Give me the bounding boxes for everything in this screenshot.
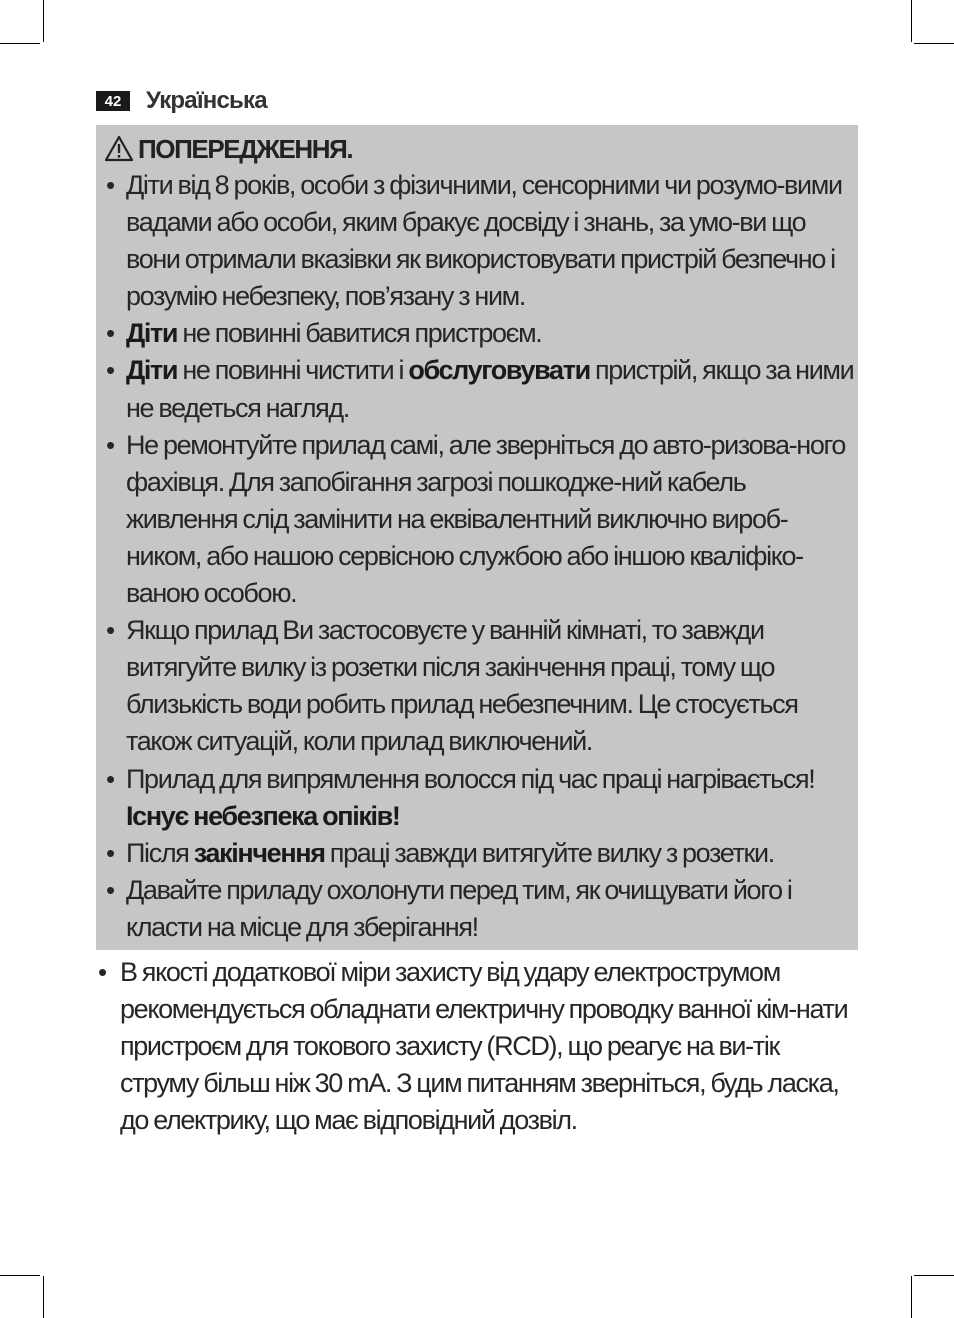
crop-mark xyxy=(43,0,44,42)
bullet: • xyxy=(106,355,114,386)
bullet: • xyxy=(106,170,114,200)
bullet: • xyxy=(106,837,114,868)
list-item: • Діти не повинні бавитися пристроєм. xyxy=(126,315,854,352)
crop-mark xyxy=(43,1276,44,1318)
list-item: • Після закінчення праці завжди витягуйте вилку з розетки. xyxy=(126,835,854,872)
list-item: • Діти не повинні чистити і обслуговувати пристрій, якщо за ними не ведеться нагляд. xyxy=(126,352,854,426)
bullet: • xyxy=(106,429,114,460)
warning-list xyxy=(106,167,854,946)
page-number: 42 xyxy=(96,91,130,111)
list-item: • Не ремонтуйте прилад самі, але зверніться до авто-ризова-ного фахівця. Для запобігання загрозі пошкодже-ний кабель живлення слід замінити на еквівалентний виключно вироб-ником, або нашою сервісною службою або іншою кваліфіко-ваною особою. xyxy=(126,427,854,612)
list-item: • Діти від 8 років, особи з фізичними, сенсорними чи розумо-вими вадами або особи, яким бракує досвіду і знань, за умо-ви що вони отримали вказівки як використовувати пристрій безпечно і розумію небезпеку, пов’язану з ним. xyxy=(126,167,854,315)
burn-warning: Існує небезпека опіків! xyxy=(126,800,400,831)
crop-mark xyxy=(914,43,954,44)
warning-box xyxy=(96,125,858,950)
list-item: • В якості додаткової міри захисту від удару електрострумом рекомендується обладнати електричну проводку ванної кім-нати пристроєм для токового захисту (RCD), що реагує на ви-тік струму більш ніж 30 mA. З цим питанням зверніться, будь ласка, до електрику, що має відповідний дозвіл. xyxy=(120,954,856,1139)
language-heading: Українська xyxy=(146,87,267,114)
list-item: • Якщо прилад Ви застосовуєте у ванній кімнаті, то завжди витягуйте вилку із розетки після закінчення праці, тому що близькість води робить прилад небезпечним. Це стосується також ситуацій, коли прилад виключений. xyxy=(126,612,854,760)
list-item: • Давайте приладу охолонути перед тим, як очищувати його і класти на місце для зберігання! xyxy=(126,872,854,946)
bullet: • xyxy=(98,957,106,987)
bullet: • xyxy=(106,874,114,905)
list-item: • Прилад для випрямлення волосся під час праці нагрівається! Існує небезпека опіків! xyxy=(126,761,854,835)
page-header xyxy=(96,86,267,116)
bullet: • xyxy=(106,763,114,794)
crop-mark xyxy=(0,1275,40,1276)
bullet: • xyxy=(106,318,114,349)
crop-mark xyxy=(911,0,912,42)
warning-title xyxy=(104,129,352,169)
bullet: • xyxy=(106,615,114,646)
main-list xyxy=(98,954,856,1139)
crop-mark xyxy=(914,1275,954,1276)
warning-triangle-icon xyxy=(104,135,134,163)
crop-mark xyxy=(0,43,40,44)
warning-title-text: ПОПЕРЕДЖЕННЯ. xyxy=(138,133,353,164)
crop-mark xyxy=(911,1276,912,1318)
